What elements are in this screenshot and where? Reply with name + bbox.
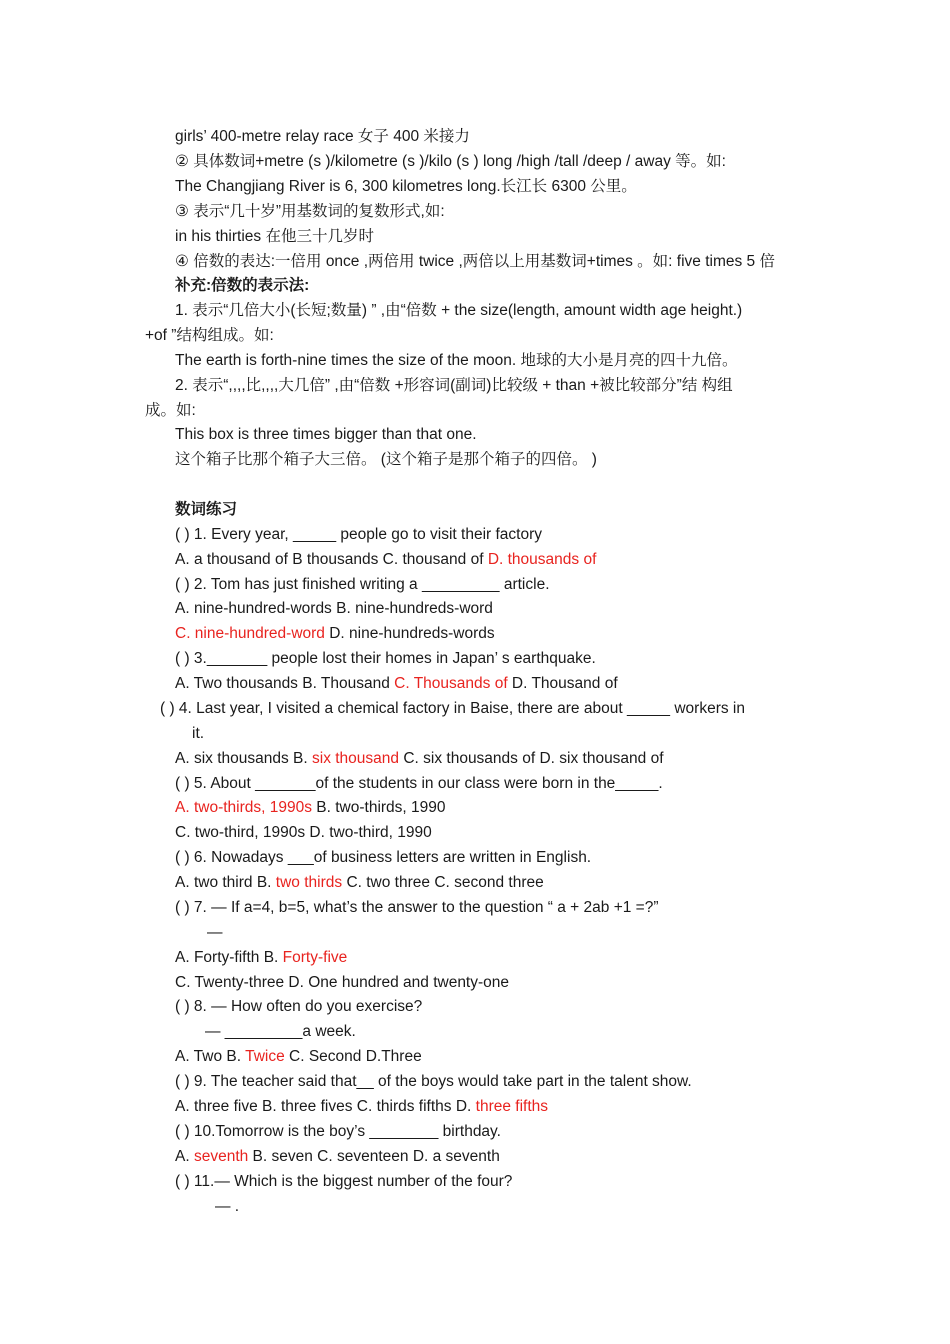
exercise-title: 数词练习 <box>175 501 238 518</box>
options-text: A. three five B. three fives C. thirds fifths D. <box>175 1098 476 1115</box>
options-text: A. Two B. <box>175 1048 246 1065</box>
question-8: ( ) 8. — How often do you exercise? <box>175 998 423 1015</box>
question-4-line1: ( ) 4. Last year, I visited a chemical factory in Baise, there are about _____ workers in <box>160 700 745 717</box>
question-7: ( ) 7. — If a=4, b=5, what’s the answer to the question “ a + 2ab +1 =?” <box>175 899 659 916</box>
supplement-p2-line1: 2. 表示“,,,,比,,,,大几倍” ,由“倍数 +形容词(副词)比较级 + than +被比较部分”结 构组 <box>175 377 733 394</box>
answer-text: three fifths <box>475 1098 549 1115</box>
question-10-options <box>175 1147 500 1167</box>
question-6-options <box>175 873 544 893</box>
line-relay-race: girls’ 400-metre relay race 女子 400 米接力 <box>175 128 470 145</box>
supplement-p2-line2: 成。如: <box>145 402 196 419</box>
question-7-dash: — <box>207 924 223 941</box>
line-rule-2: ② 具体数词+metre (s )/kilometre (s )/kilo (s ) long /high /tall /deep / away 等。如: <box>175 153 726 170</box>
question-3: ( ) 3._______ people lost their homes in Japan’ s earthquake. <box>175 650 596 667</box>
question-4-options <box>175 749 664 769</box>
supplement-title: 补充:倍数的表示法: <box>175 277 310 294</box>
options-text: C. six thousands of D. six thousand of <box>399 750 664 767</box>
options-text: C. Second D.Three <box>284 1048 422 1065</box>
question-1: ( ) 1. Every year, _____ people go to visit their factory <box>175 526 543 543</box>
supplement-p1-line1: 1. 表示“几倍大小(长短;数量) ” ,由“倍数 + the size(length, amount width age height.) <box>175 302 743 319</box>
answer-text: C. nine-hundred-word <box>175 625 325 642</box>
options-text: A. <box>175 1148 194 1165</box>
question-11-line2: — . <box>215 1198 240 1215</box>
answer-text: seventh <box>193 1148 249 1165</box>
question-8-line2: — _________a week. <box>205 1023 356 1040</box>
options-text: B. two-thirds, 1990 <box>311 799 446 816</box>
options-text: B. seven C. seventeen D. a seventh <box>248 1148 500 1165</box>
answer-text: Forty-five <box>282 949 348 966</box>
question-7-options-2: C. Twenty-three D. One hundred and twenty-one <box>175 974 510 991</box>
question-5-options-2: C. two-third, 1990s D. two-third, 1990 <box>175 824 432 841</box>
options-text: A. a thousand of B thousands C. thousand of <box>175 551 488 568</box>
question-1-options <box>175 550 596 570</box>
answer-text: Twice <box>245 1048 285 1065</box>
question-10: ( ) 10.Tomorrow is the boy’s ________ birthday. <box>175 1123 501 1140</box>
line-changjiang: The Changjiang River is 6, 300 kilometres long.长江长 6300 公里。 <box>175 178 637 195</box>
question-8-options <box>175 1047 422 1067</box>
question-2-options-2 <box>175 624 495 644</box>
question-2: ( ) 2. Tom has just finished writing a _________ article. <box>175 576 550 593</box>
options-text: D. Thousand of <box>507 675 618 692</box>
question-9: ( ) 9. The teacher said that__ of the boys would take part in the talent show. <box>175 1073 692 1090</box>
answer-text: two thirds <box>275 874 343 891</box>
supplement-p1-line2: +of ”结构组成。如: <box>145 327 274 344</box>
question-4-line2: it. <box>192 725 205 742</box>
question-11: ( ) 11.— Which is the biggest number of the four? <box>175 1173 513 1190</box>
line-rule-3: ③ 表示“几十岁”用基数词的复数形式,如: <box>175 203 445 220</box>
supplement-example-2: This box is three times bigger than that one. <box>175 426 477 443</box>
question-2-options-1: A. nine-hundred-words B. nine-hundreds-word <box>175 600 493 617</box>
answer-text: A. two-thirds, 1990s <box>175 799 312 816</box>
line-rule-4: ④ 倍数的表达:一倍用 once ,两倍用 twice ,两倍以上用基数词+times 。如: five times 5 倍 <box>175 253 775 270</box>
options-text: C. two three C. second three <box>342 874 544 891</box>
question-5: ( ) 5. About _______of the students in our class were born in the_____. <box>175 775 663 792</box>
line-thirties: in his thirties 在他三十几岁时 <box>175 228 374 245</box>
question-5-options-1 <box>175 798 446 818</box>
options-text: A. two third B. <box>175 874 276 891</box>
answer-text: C. Thousands of <box>394 675 508 692</box>
question-7-options-1 <box>175 948 347 968</box>
options-text: A. Forty-fifth B. <box>175 949 283 966</box>
options-text: A. Two thousands B. Thousand <box>175 675 395 692</box>
options-text: A. six thousands B. <box>175 750 312 767</box>
supplement-example-1: The earth is forth-nine times the size of the moon. 地球的大小是月亮的四十九倍。 <box>175 352 738 369</box>
question-9-options <box>175 1097 548 1117</box>
question-6: ( ) 6. Nowadays ___of business letters are written in English. <box>175 849 592 866</box>
question-3-options <box>175 674 618 694</box>
options-text: D. nine-hundreds-words <box>324 625 495 642</box>
answer-text: six thousand <box>312 750 400 767</box>
supplement-example-2-cn: 这个箱子比那个箱子大三倍。 (这个箱子是那个箱子的四倍。 ) <box>175 451 597 468</box>
answer-text: D. thousands of <box>487 551 597 568</box>
